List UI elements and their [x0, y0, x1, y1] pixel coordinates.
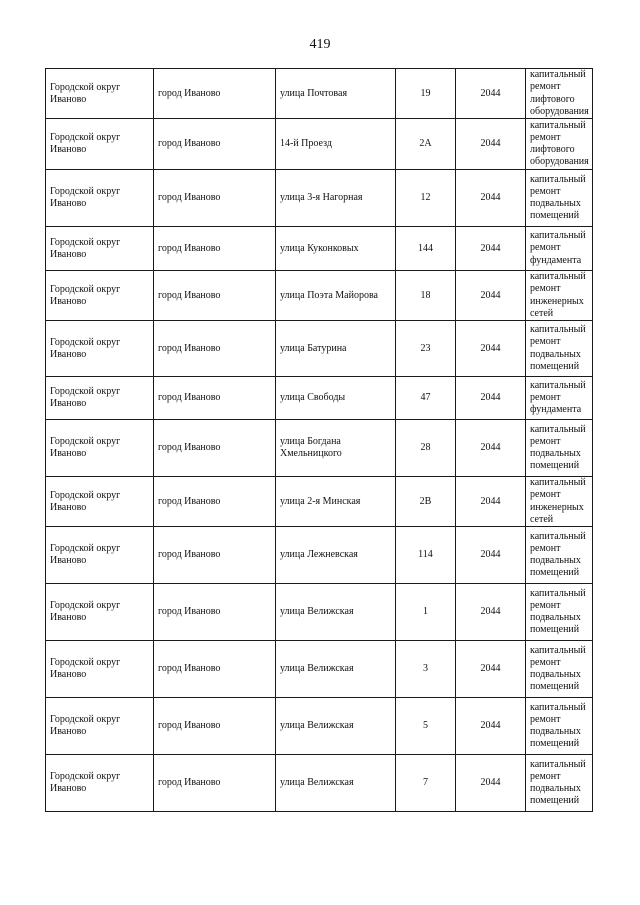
city-cell: город Иваново [154, 227, 276, 271]
okrug-cell: Городской округ Иваново [46, 119, 154, 170]
year-cell: 2044 [456, 119, 526, 170]
city-cell: город Иваново [154, 69, 276, 119]
work-type-cell: капитальный ремонт подвальных помещений [526, 698, 593, 755]
year-cell: 2044 [456, 477, 526, 527]
table-row [46, 69, 593, 119]
okrug-cell: Городской округ Иваново [46, 477, 154, 527]
street-cell: улица Свободы [276, 377, 396, 420]
table-row [46, 698, 593, 755]
table-row [46, 227, 593, 271]
street-cell: улица 3-я Нагорная [276, 170, 396, 227]
street-cell: улица Велижская [276, 641, 396, 698]
house-number-cell: 47 [396, 377, 456, 420]
city-cell: город Иваново [154, 321, 276, 377]
city-cell: город Иваново [154, 527, 276, 584]
city-cell: город Иваново [154, 584, 276, 641]
house-number-cell: 1 [396, 584, 456, 641]
okrug-cell: Городской округ Иваново [46, 321, 154, 377]
work-type-cell: капитальный ремонт инженерных сетей [526, 477, 593, 527]
year-cell: 2044 [456, 584, 526, 641]
work-type-cell: капитальный ремонт лифтового оборудования [526, 69, 593, 119]
year-cell: 2044 [456, 170, 526, 227]
page-number: 419 [309, 37, 331, 52]
city-cell: город Иваново [154, 119, 276, 170]
okrug-cell: Городской округ Иваново [46, 271, 154, 321]
house-number-cell: 19 [396, 69, 456, 119]
work-type-cell: капитальный ремонт фундамента [526, 377, 593, 420]
okrug-cell: Городской округ Иваново [46, 377, 154, 420]
okrug-cell: Городской округ Иваново [46, 584, 154, 641]
city-cell: город Иваново [154, 420, 276, 477]
year-cell: 2044 [456, 69, 526, 119]
house-number-cell: 12 [396, 170, 456, 227]
work-type-cell: капитальный ремонт подвальных помещений [526, 321, 593, 377]
street-cell: улица Велижская [276, 584, 396, 641]
work-type-cell: капитальный ремонт подвальных помещений [526, 420, 593, 477]
okrug-cell: Городской округ Иваново [46, 227, 154, 271]
house-number-cell: 18 [396, 271, 456, 321]
table-row [46, 119, 593, 170]
street-cell: улица Богдана Хмельницкого [276, 420, 396, 477]
street-cell: улица Велижская [276, 698, 396, 755]
table-row [46, 584, 593, 641]
city-cell: город Иваново [154, 271, 276, 321]
work-type-cell: капитальный ремонт фундамента [526, 227, 593, 271]
okrug-cell: Городской округ Иваново [46, 420, 154, 477]
house-number-cell: 5 [396, 698, 456, 755]
street-cell: улица Лежневская [276, 527, 396, 584]
year-cell: 2044 [456, 698, 526, 755]
city-cell: город Иваново [154, 377, 276, 420]
okrug-cell: Городской округ Иваново [46, 527, 154, 584]
work-type-cell: капитальный ремонт подвальных помещений [526, 527, 593, 584]
table-row [46, 477, 593, 527]
okrug-cell: Городской округ Иваново [46, 170, 154, 227]
table-row [46, 527, 593, 584]
okrug-cell: Городской округ Иваново [46, 698, 154, 755]
work-type-cell: капитальный ремонт инженерных сетей [526, 271, 593, 321]
okrug-cell: Городской округ Иваново [46, 69, 154, 119]
year-cell: 2044 [456, 227, 526, 271]
house-number-cell: 28 [396, 420, 456, 477]
table-row [46, 641, 593, 698]
house-number-cell: 114 [396, 527, 456, 584]
house-number-cell: 3 [396, 641, 456, 698]
work-type-cell: капитальный ремонт подвальных помещений [526, 641, 593, 698]
house-number-cell: 144 [396, 227, 456, 271]
street-cell: улица Поэта Майорова [276, 271, 396, 321]
table-row [46, 170, 593, 227]
year-cell: 2044 [456, 641, 526, 698]
okrug-cell: Городской округ Иваново [46, 755, 154, 812]
year-cell: 2044 [456, 755, 526, 812]
street-cell: улица Куконковых [276, 227, 396, 271]
work-type-cell: капитальный ремонт подвальных помещений [526, 584, 593, 641]
year-cell: 2044 [456, 271, 526, 321]
house-number-cell: 7 [396, 755, 456, 812]
street-cell: улица Велижская [276, 755, 396, 812]
year-cell: 2044 [456, 527, 526, 584]
year-cell: 2044 [456, 321, 526, 377]
house-number-cell: 2А [396, 119, 456, 170]
year-cell: 2044 [456, 377, 526, 420]
street-cell: улица 2-я Минская [276, 477, 396, 527]
year-cell: 2044 [456, 420, 526, 477]
work-type-cell: капитальный ремонт подвальных помещений [526, 755, 593, 812]
city-cell: город Иваново [154, 170, 276, 227]
house-number-cell: 2В [396, 477, 456, 527]
city-cell: город Иваново [154, 755, 276, 812]
table-row [46, 755, 593, 812]
city-cell: город Иваново [154, 641, 276, 698]
city-cell: город Иваново [154, 698, 276, 755]
repair-schedule-table [45, 68, 593, 812]
okrug-cell: Городской округ Иваново [46, 641, 154, 698]
house-number-cell: 23 [396, 321, 456, 377]
table-row [46, 377, 593, 420]
work-type-cell: капитальный ремонт подвальных помещений [526, 170, 593, 227]
city-cell: город Иваново [154, 477, 276, 527]
table-row [46, 420, 593, 477]
table-row [46, 271, 593, 321]
table-row [46, 321, 593, 377]
work-type-cell: капитальный ремонт лифтового оборудования [526, 119, 593, 170]
street-cell: улица Батурина [276, 321, 396, 377]
street-cell: улица Почтовая [276, 69, 396, 119]
street-cell: 14-й Проезд [276, 119, 396, 170]
